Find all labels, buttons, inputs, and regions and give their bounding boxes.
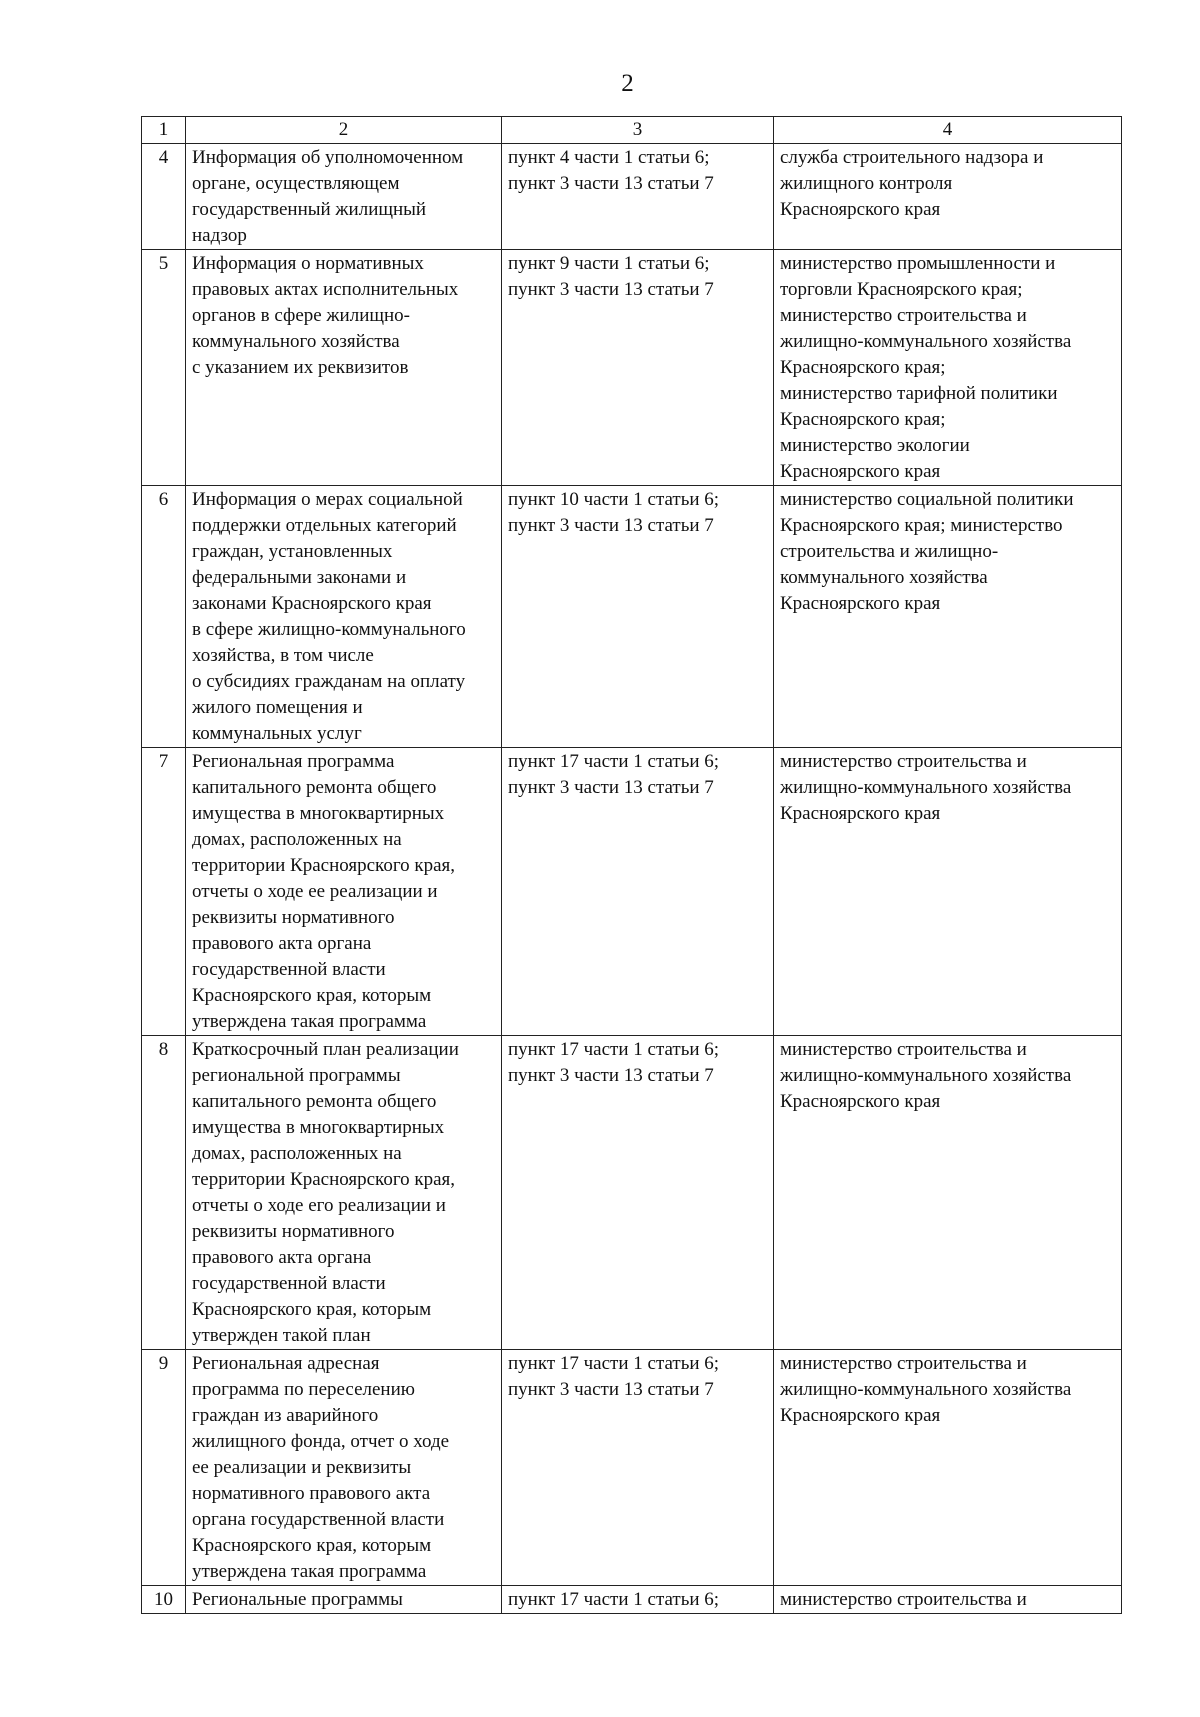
responsible-body-cell: служба строительного надзора и жилищного контроля Красноярского края [774, 144, 1122, 250]
table-row [142, 748, 1122, 1036]
info-cell: Информация об уполномоченном органе, осуществляющем государственный жилищный надзор [186, 144, 502, 250]
table-row [142, 1036, 1122, 1350]
table-row [142, 250, 1122, 486]
info-cell: Информация о нормативных правовых актах исполнительных органов в сфере жилищно- коммунального хозяйства с указанием их реквизитов [186, 250, 502, 486]
responsible-body-cell: министерство строительства и жилищно-коммунального хозяйства Красноярского края [774, 1036, 1122, 1350]
info-cell: Региональная программа капитального ремонта общего имущества в многоквартирных домах, расположенных на территории Красноярского края, отчеты о ходе ее реализации и реквизиты нормативного правового акта органа государственной власти Красноярского края, которым утверждена такая программа [186, 748, 502, 1036]
info-cell: Информация о мерах социальной поддержки отдельных категорий граждан, установленных федеральными законами и законами Красноярского края в сфере жилищно-коммунального хозяйства, в том числе о субсидиях гражданам на оплату жилого помещения и коммунальных услуг [186, 486, 502, 748]
responsible-body-cell: министерство строительства и [774, 1586, 1122, 1614]
responsible-body-cell: министерство промышленности и торговли Красноярского края; министерство строительства и жилищно-коммунального хозяйства Красноярского края; министерство тарифной политики Красноярского края; министерство экологии Красноярского края [774, 250, 1122, 486]
info-cell: Региональная адресная программа по переселению граждан из аварийного жилищного фонда, отчет о ходе ее реализации и реквизиты нормативного правового акта органа государственной власти Красноярского края, которым утверждена такая программа [186, 1350, 502, 1586]
row-number: 8 [142, 1036, 186, 1350]
legal-basis-cell: пункт 17 части 1 статьи 6; пункт 3 части 13 статьи 7 [502, 1036, 774, 1350]
row-number: 9 [142, 1350, 186, 1586]
table-row [142, 1350, 1122, 1586]
legal-basis-cell: пункт 9 части 1 статьи 6; пункт 3 части 13 статьи 7 [502, 250, 774, 486]
info-cell: Краткосрочный план реализации региональной программы капитального ремонта общего имущества в многоквартирных домах, расположенных на территории Красноярского края, отчеты о ходе его реализации и реквизиты нормативного правового акта органа государственной власти Красноярского края, которым утвержден такой план [186, 1036, 502, 1350]
info-cell: Региональные программы [186, 1586, 502, 1614]
responsible-body-cell: министерство социальной политики Красноярского края; министерство строительства и жилищно- коммунального хозяйства Красноярского края [774, 486, 1122, 748]
column-header-4: 4 [774, 117, 1122, 144]
responsible-body-cell: министерство строительства и жилищно-коммунального хозяйства Красноярского края [774, 748, 1122, 1036]
column-header-1: 1 [142, 117, 186, 144]
row-number: 10 [142, 1586, 186, 1614]
page-number: 2 [621, 70, 634, 97]
row-number: 7 [142, 748, 186, 1036]
table-row [142, 486, 1122, 748]
legal-basis-cell: пункт 10 части 1 статьи 6; пункт 3 части 13 статьи 7 [502, 486, 774, 748]
table-row [142, 1586, 1122, 1614]
responsible-body-cell: министерство строительства и жилищно-коммунального хозяйства Красноярского края [774, 1350, 1122, 1586]
legal-basis-cell: пункт 17 части 1 статьи 6; пункт 3 части 13 статьи 7 [502, 1350, 774, 1586]
row-number: 5 [142, 250, 186, 486]
legal-basis-cell: пункт 17 части 1 статьи 6; пункт 3 части 13 статьи 7 [502, 748, 774, 1036]
row-number: 6 [142, 486, 186, 748]
table-header-row [142, 117, 1122, 144]
column-header-2: 2 [186, 117, 502, 144]
row-number: 4 [142, 144, 186, 250]
legal-basis-cell: пункт 17 части 1 статьи 6; [502, 1586, 774, 1614]
legal-basis-cell: пункт 4 части 1 статьи 6; пункт 3 части 13 статьи 7 [502, 144, 774, 250]
table-row [142, 144, 1122, 250]
column-header-3: 3 [502, 117, 774, 144]
info-table [141, 116, 1122, 1614]
